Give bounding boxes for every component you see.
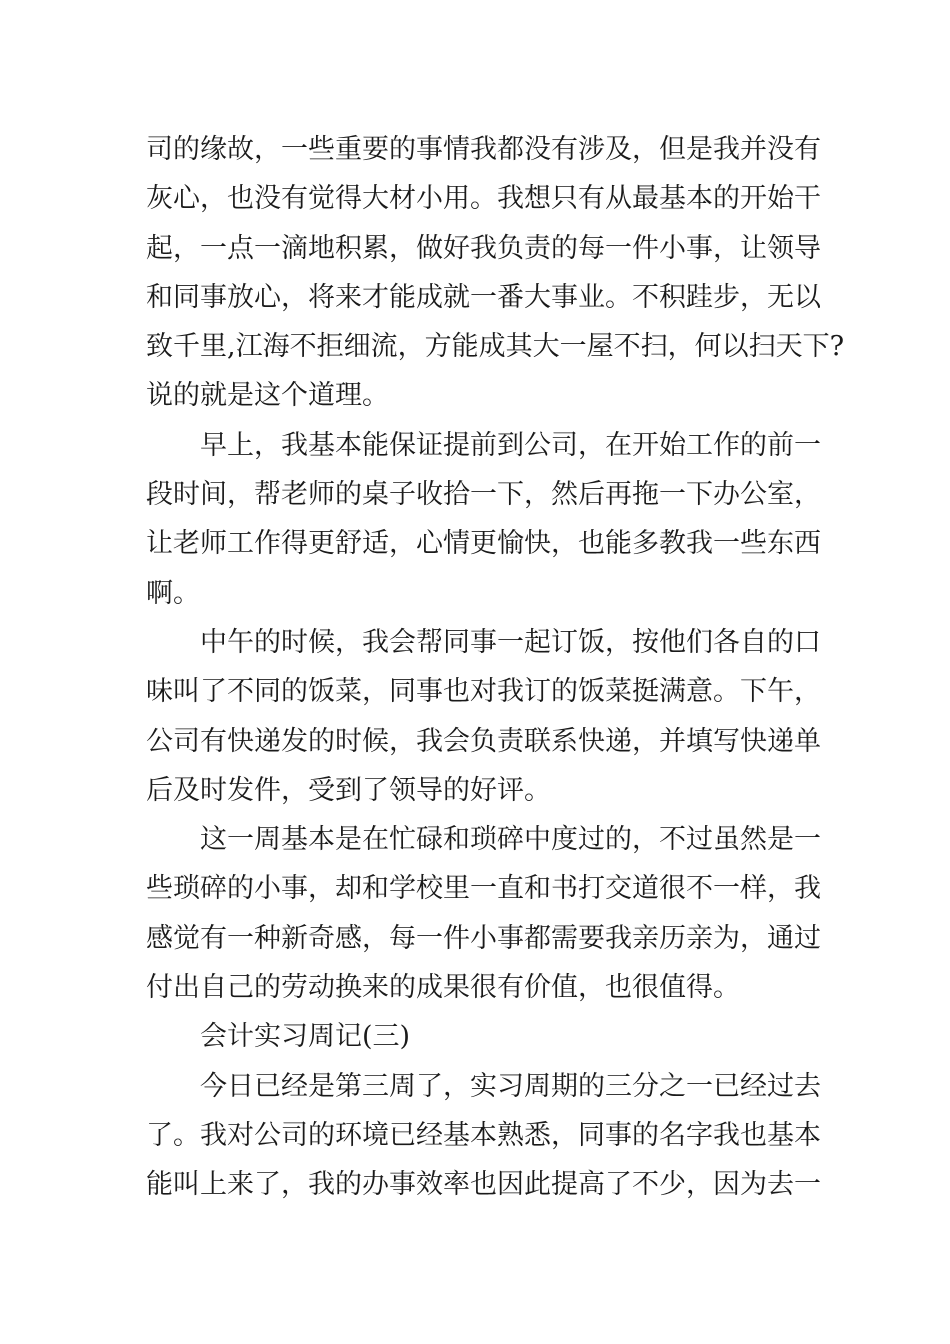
text-line: 让老师工作得更舒适，心情更愉快，也能多教我一些东西 (146, 528, 821, 560)
text-line: 司的缘故，一些重要的事情我都没有涉及，但是我并没有 (146, 134, 821, 165)
text-line: 段时间，帮老师的桌子收拾一下，然后再拖一下办公室， (146, 479, 821, 511)
text-line: 后及时发件，受到了领导的好评。 (146, 774, 551, 806)
text-line: 和同事放心，将来才能成就一番大事业。不积跬步，无以 (146, 281, 821, 313)
text-line: 公司有快递发的时候，我会负责联系快递，并填写快递单 (146, 725, 821, 757)
text-line: 味叫了不同的饭菜，同事也对我订的饭菜挺满意。下午， (146, 676, 821, 708)
text-line: 今日已经是第三周了，实习周期的三分之一已经过去 (200, 1070, 821, 1102)
text-line: 感觉有一种新奇感，每一件小事都需要我亲历亲为，通过 (146, 922, 821, 954)
text-line: 说的就是这个道理。 (146, 380, 389, 412)
text-line: 啊。 (146, 577, 200, 609)
text-line: 灰心，也没有觉得大材小用。我想只有从最基本的开始干 (146, 183, 821, 215)
text-line: 早上，我基本能保证提前到公司，在开始工作的前一 (200, 429, 821, 461)
body-text (146, 125, 845, 1210)
section-heading: 会计实习周记(三) (200, 1021, 411, 1053)
text-line: 能叫上来了，我的办事效率也因此提高了不少，因为去一 (146, 1169, 821, 1201)
text-line: 致千里,江海不拒细流，方能成其大一屋不扫，何以扫天下? (146, 331, 845, 363)
text-line: 中午的时候，我会帮同事一起订饭，按他们各自的口 (200, 626, 821, 658)
text-line: 些琐碎的小事，却和学校里一直和书打交道很不一样，我 (146, 873, 821, 905)
text-line: 付出自己的劳动换来的成果很有价值，也很值得。 (146, 972, 740, 1004)
text-line: 这一周基本是在忙碌和琐碎中度过的，不过虽然是一 (200, 824, 821, 856)
text-line: 了。我对公司的环境已经基本熟悉，同事的名字我也基本 (146, 1119, 821, 1151)
text-line: 起，一点一滴地积累，做好我负责的每一件小事，让领导 (146, 232, 821, 264)
